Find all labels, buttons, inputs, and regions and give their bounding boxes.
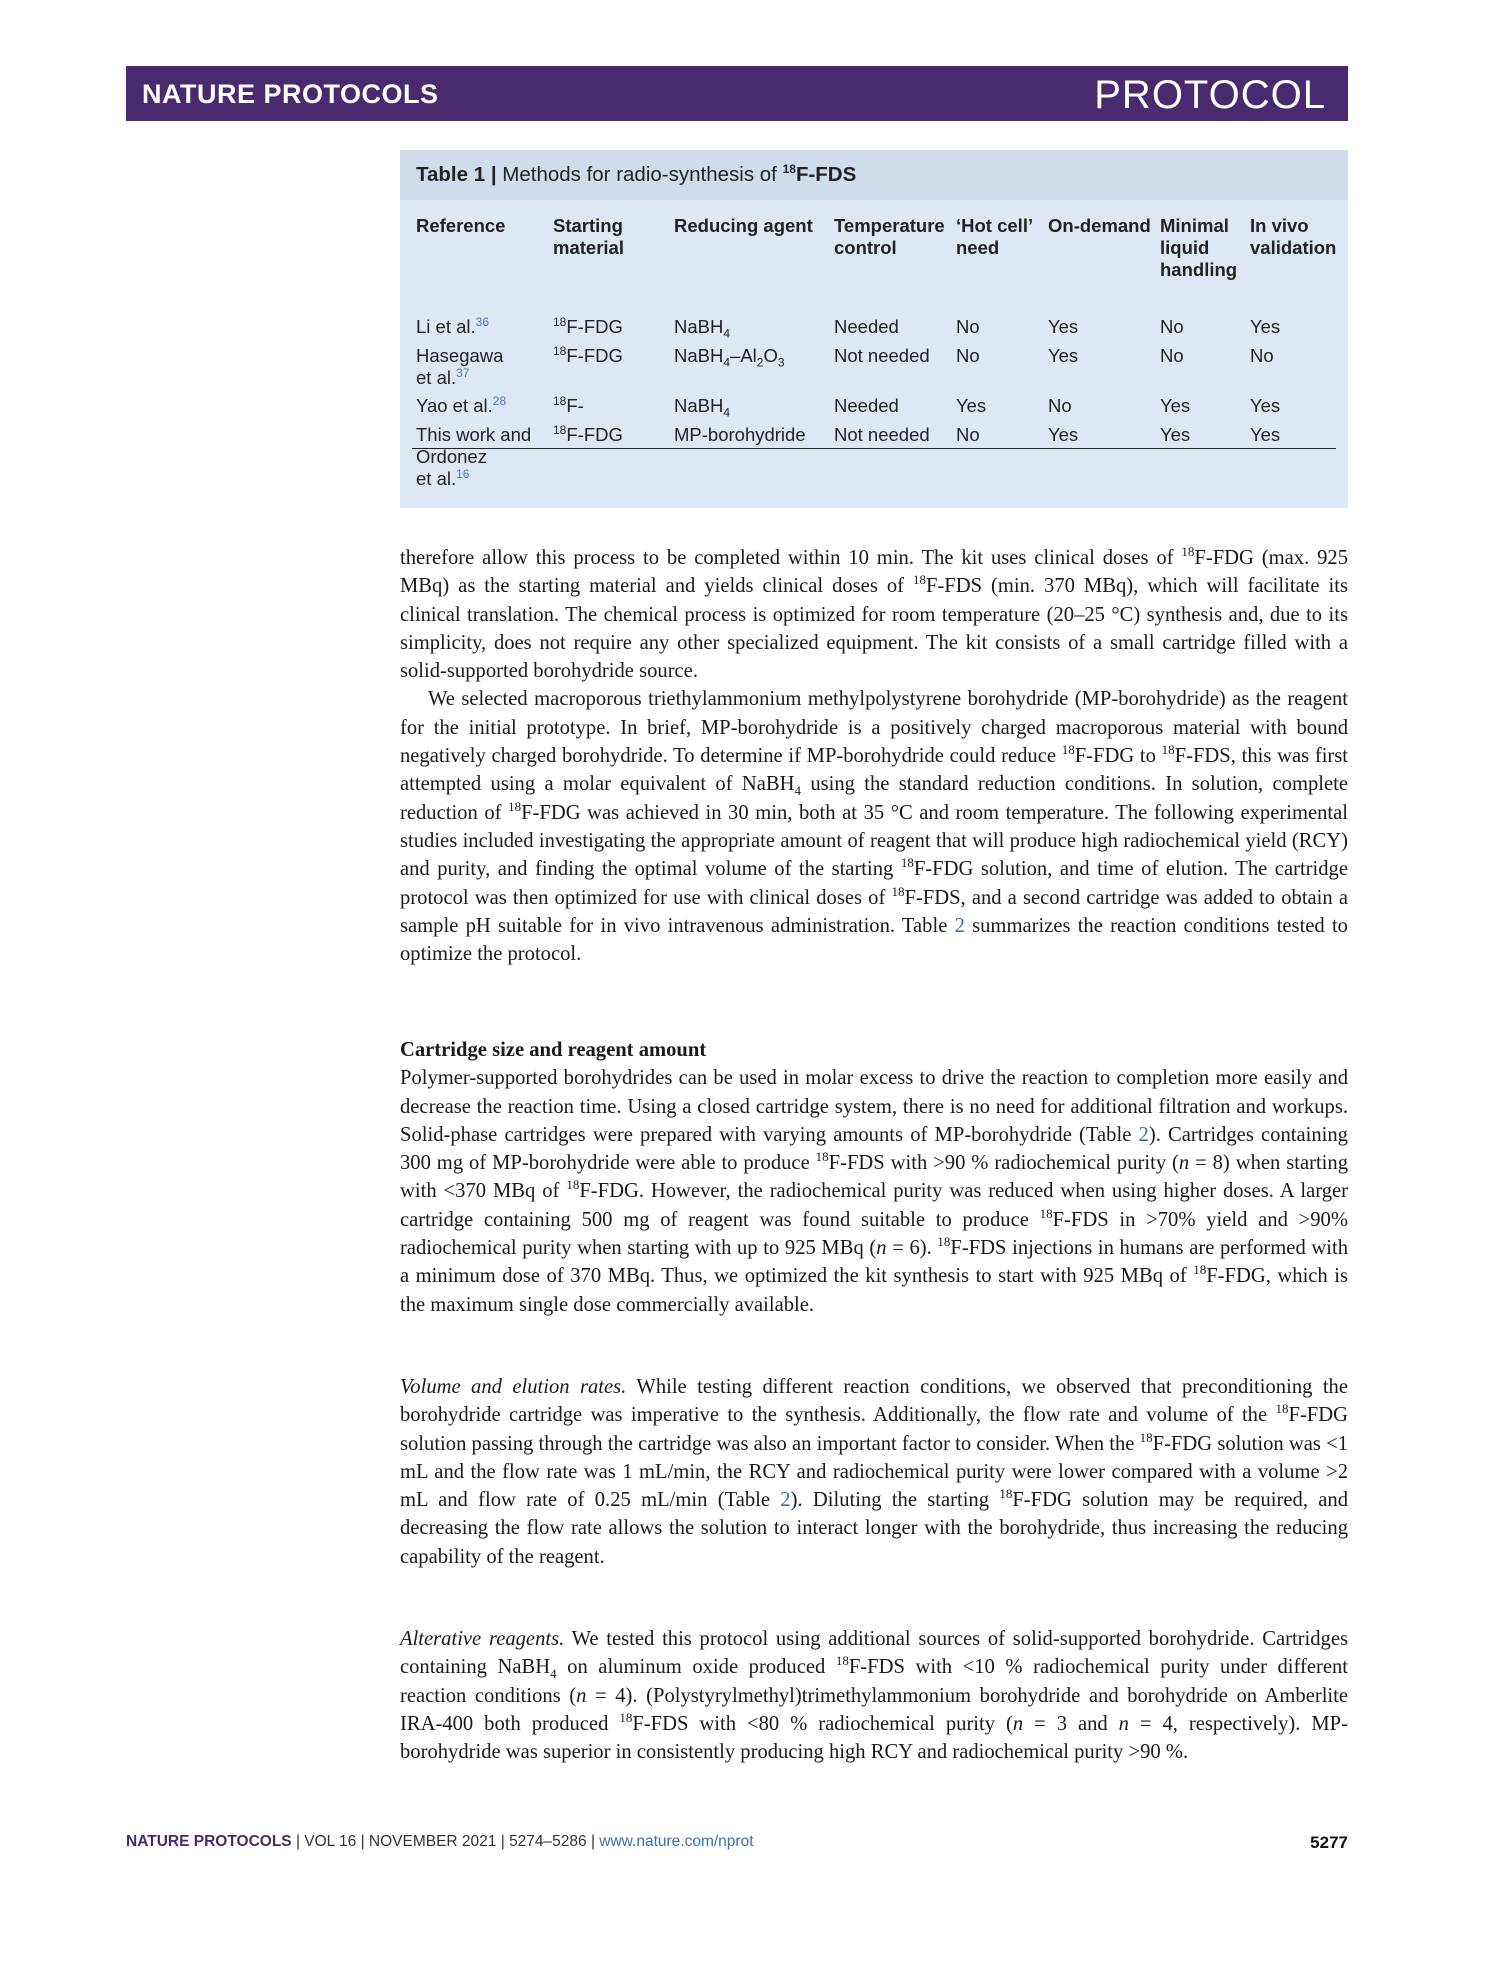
footer-url-link[interactable]: www.nature.com/nprot (599, 1833, 754, 1850)
table-row-4-on-demand: Yes (1048, 424, 1079, 445)
table-row-4-reference: This work and Ordonez et al.$^{16}$ (416, 424, 532, 489)
table-row-4-minimal: Yes (1160, 424, 1191, 445)
column-header-starting-material: Starting material (553, 215, 624, 258)
paragraph: Alterative reagents. We tested this protocol using additional sources of solid-supported borohydride. Cartridges containing NaBH$_4$ on aluminum oxide produced $^{18}$F-FDS with <10 % radiochemical purity under different reaction conditions (n = 4). (Polystyrylmethyl)trimethylammonium borohydride and borohydride on Amberlite IRA-400 both produced $^{18}$F-FDS with <80 % radiochemical purity (n = 3 and n = 4, respectively). MP-borohydride was superior in consistently producing high RCY and radiochemical purity >90 %. (400, 1628, 1349, 1764)
table-row-1-minimal: No (1160, 316, 1184, 337)
page-footer: NATURE PROTOCOLS | VOL 16 | NOVEMBER 2021 | 5274–5286 | www.nature.com/nprot 5277 (126, 1833, 1348, 1852)
section-alterative-reagents (400, 1625, 1348, 1766)
table-title (416, 163, 856, 187)
paragraph: Polymer-supported borohydrides can be used in molar excess to drive the reaction to completion more easily and decrease the reaction time. Using a closed cartridge system, there is no need for additional filtration and workups. Solid-phase cartridges were prepared with varying amounts of MP-borohydride (Table 2). Cartridges containing 300 mg of MP-borohydride were able to produce $^{18}$F-FDS with >90 % radiochemical purity (n = 8) when starting with <370 MBq of $^{18}$F-FDG. However, the radiochemical purity was reduced when using higher doses. A larger cartridge containing 500 mg of reagent was found suitable to produce $^{18}$F-FDS in >70% yield and >90% radiochemical purity when starting with up to 925 MBq (n = 6). $^{18}$F-FDS injections in humans are performed with a minimum dose of 370 MBq. Thus, we optimized the kit synthesis to start with 925 MBq of $^{18}$F-FDG, which is the maximum single dose commercially available. (400, 1067, 1349, 1316)
table-label: Table 1 | (416, 163, 497, 186)
table-row-4-reducing-agent: MP-borohydride (674, 424, 806, 445)
column-header-on-demand: On-demand (1048, 215, 1151, 236)
table-row-4-hot-cell: No (956, 424, 980, 445)
section-cartridge-size (400, 1036, 1348, 1319)
table-row-1-starting-material: $^{18}$F-FDG (553, 314, 623, 337)
footer-date: NOVEMBER 2021 (368, 1833, 497, 1850)
section-volume-elution (400, 1373, 1348, 1571)
table-row-4-temperature: Not needed (834, 424, 930, 445)
table-row-2-minimal: No (1160, 345, 1184, 366)
body-paragraph-continuation (400, 544, 1348, 968)
article-type: PROTOCOL (1094, 73, 1326, 117)
table-row-2-in-vivo: No (1250, 345, 1274, 366)
table-row-3-in-vivo: Yes (1250, 395, 1281, 416)
journal-name: NATURE PROTOCOLS (142, 79, 439, 109)
table-row-1-on-demand: Yes (1048, 316, 1079, 337)
table-row-2-hot-cell: No (956, 345, 980, 366)
table-header-rule (412, 448, 1336, 449)
table-row-3-on-demand: No (1048, 395, 1072, 416)
table-row-3-reference: Yao et al.$^{28}$ (416, 393, 507, 416)
column-header-temperature-control: Temperature control (834, 215, 945, 258)
table-title-text: Methods for radio-synthesis of $^{18}$F-FDS (502, 162, 857, 186)
column-header-reducing-agent: Reducing agent (674, 215, 813, 236)
table-row-3-starting-material: $^{18}$F- (553, 393, 584, 416)
table-row-2-starting-material: $^{18}$F-FDG (553, 343, 623, 366)
table-1 (400, 150, 1348, 508)
table-row-2-on-demand: Yes (1048, 345, 1079, 366)
footer-pages: 5274–5286 (509, 1833, 587, 1850)
table-row-3-reducing-agent: NaBH$_4$ (674, 395, 731, 420)
table-row-1-hot-cell: No (956, 316, 980, 337)
table-row-2-reference: Hasegawa et al.$^{37}$ (416, 345, 504, 388)
table-row-3-temperature: Needed (834, 395, 899, 416)
subsection-heading: Alterative reagents. (400, 1628, 565, 1650)
column-header-in-vivo-validation: In vivo validation (1250, 215, 1337, 258)
table-row-1-reducing-agent: NaBH$_4$ (674, 316, 731, 341)
table-row-3-hot-cell: Yes (956, 395, 987, 416)
paragraph: We selected macroporous triethylammonium methylpolystyrene borohydride (MP-borohydride) as the reagent for the initial prototype. In brief, MP-borohydride is a positively charged macroporous material with bound negatively charged borohydride. To determine if MP-borohydride could reduce $^{18}$F-FDG to $^{18}$F-FDS, this was first attempted using a molar equivalent of NaBH$_4$ using the standard reduction conditions. In solution, complete reduction of $^{18}$F-FDG was achieved in 30 min, both at 35 °C and room temperature. The following experimental studies included investigating the appropriate amount of reagent that will produce high radiochemical yield (RCY) and purity, and finding the optimal volume of the starting $^{18}$F-FDG solution, and time of elution. The cartridge protocol was then optimized for use with clinical doses of $^{18}$F-FDS, and a second cartridge was added to obtain a sample pH suitable for in vivo intravenous administration. Table 2 summarizes the reaction conditions tested to optimize the protocol. (400, 688, 1349, 966)
table-title-bar (400, 150, 1348, 200)
footer-volume: VOL 16 (304, 1833, 357, 1850)
table-row-1-reference: Li et al.$^{36}$ (416, 314, 490, 337)
subsection-heading: Volume and elution rates. (400, 1376, 627, 1398)
table-row-1-in-vivo: Yes (1250, 316, 1281, 337)
paragraph: therefore allow this process to be completed within 10 min. The kit uses clinical doses of $^{18}$F-FDG (max. 925 MBq) as the starting material and yields clinical doses of $^{18}$F-FDS (min. 370 MBq), which will facilitate its clinical translation. The chemical process is optimized for room temperature (20–25 °C) synthesis and, due to its simplicity, does not require any other specialized equipment. The kit consists of a small cartridge filled with a solid-supported borohydride source. (400, 544, 1349, 683)
paragraph: Volume and elution rates. While testing different reaction conditions, we observed that preconditioning the borohydride cartridge was imperative to the synthesis. Additionally, the flow rate and volume of the $^{18}$F-FDG solution passing through the cartridge was also an important factor to consider. When the $^{18}$F-FDG solution was <1 mL and the flow rate was 1 mL/min, the RCY and radiochemical purity were lower compared with a volume >2 mL and flow rate of 0.25 mL/min (Table 2). Diluting the starting $^{18}$F-FDG solution may be required, and decreasing the flow rate allows the solution to interact longer with the borohydride, thus increasing the reducing capability of the reagent. (400, 1376, 1348, 1568)
page-number: 5277 (1310, 1833, 1348, 1852)
table-row-4-in-vivo: Yes (1250, 424, 1281, 445)
table-row-4-starting-material: $^{18}$F-FDG (553, 422, 623, 445)
table-row-2-temperature: Not needed (834, 345, 930, 366)
table-row-2-reducing-agent: $NaBH_4-Al_2O_3$ (674, 345, 785, 370)
table-row-1-temperature: Needed (834, 316, 899, 337)
column-header-reference: Reference (416, 215, 506, 236)
section-heading: Cartridge size and reagent amount (400, 1039, 707, 1061)
footer-journal: NATURE PROTOCOLS (126, 1833, 292, 1850)
table-row-3-minimal: Yes (1160, 395, 1191, 416)
journal-header-bar (126, 66, 1348, 121)
column-header-minimal-liquid-handling: Minimal liquid handling (1160, 215, 1238, 280)
column-header-hot-cell-need: ‘Hot cell’ need (956, 215, 1033, 258)
